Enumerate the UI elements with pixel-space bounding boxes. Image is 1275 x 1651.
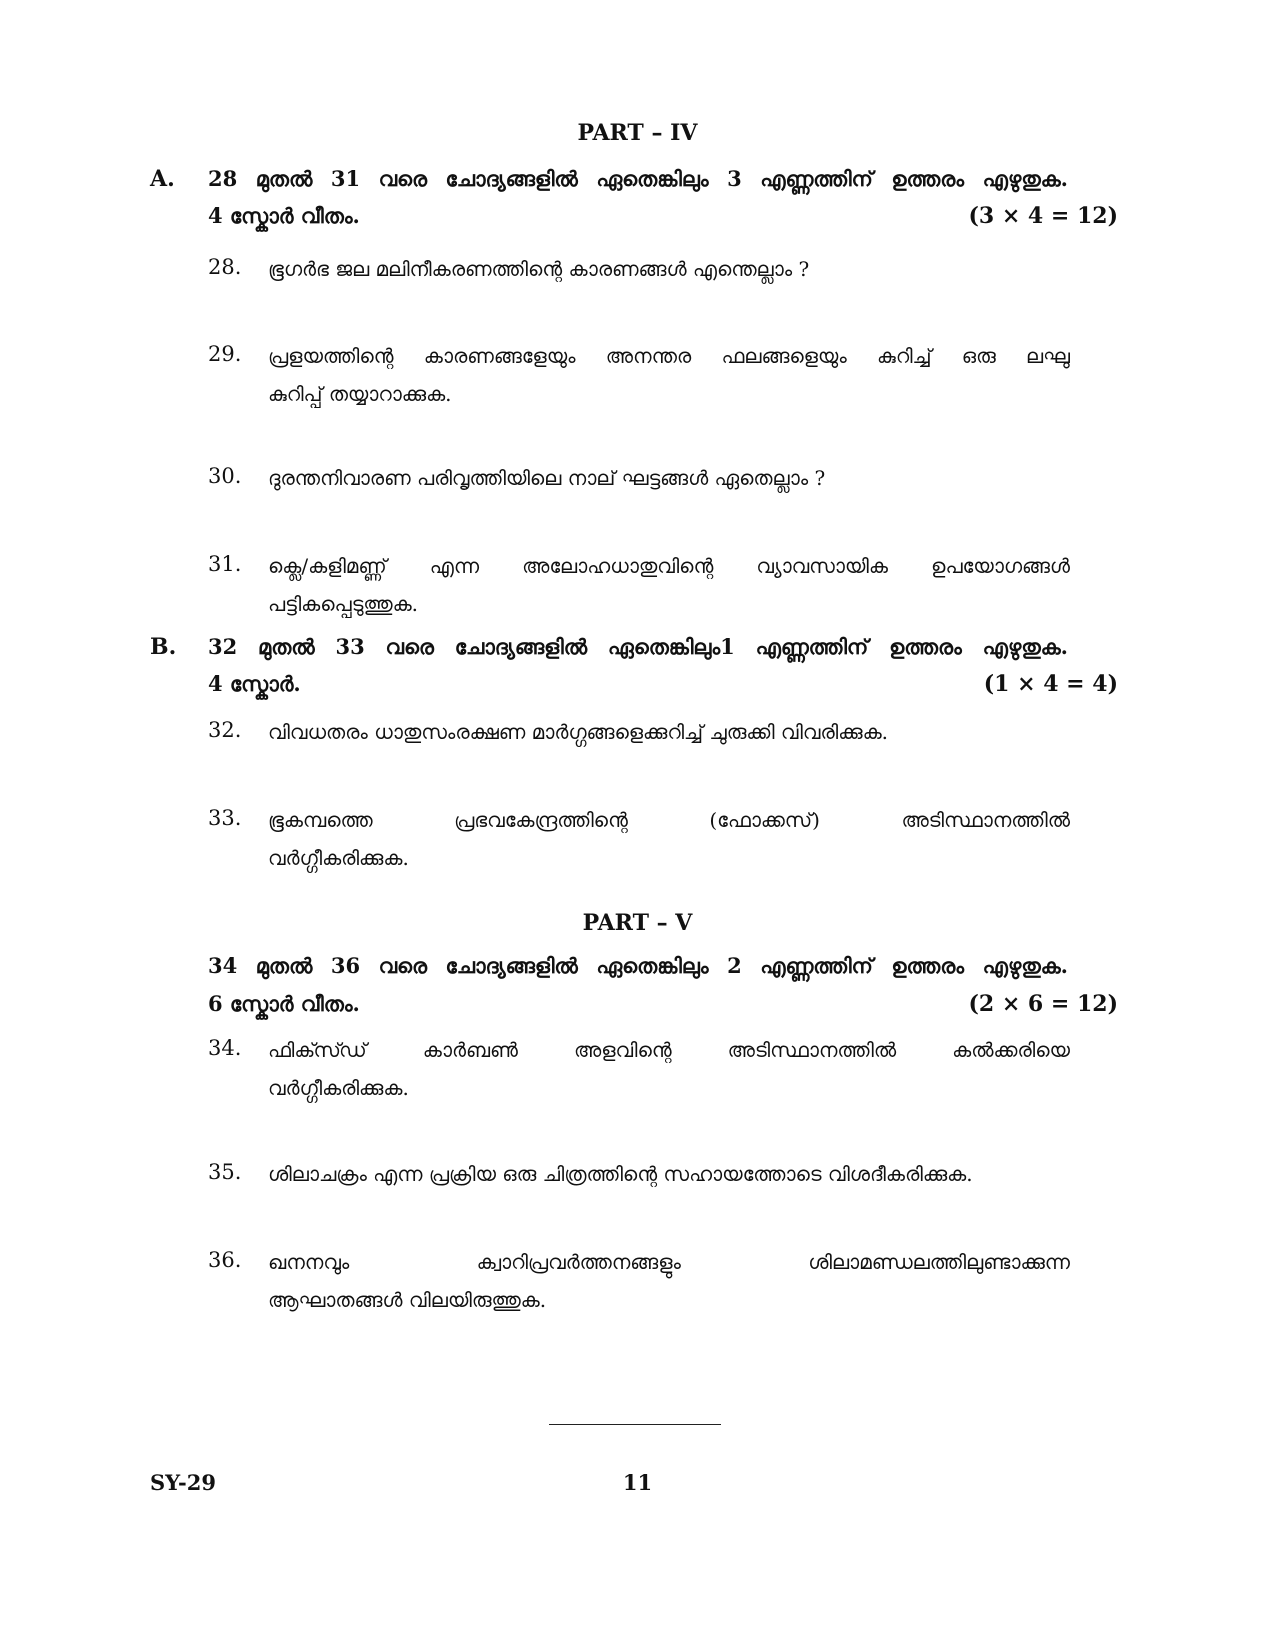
question-line: ദുരന്തനിവാരണ പരിവൃത്തിയിലെ നാല് ഘട്ടങ്ങൾ ഏതെല്ലാം ?: [268, 466, 826, 490]
section-b-instruction: 32 മുതൽ 33 വരെ ചോദ്യങ്ങളിൽ ഏതെങ്കിലും1 എണ്ണത്തിന് ഉത്തരം എഴുതുക.: [208, 634, 1068, 659]
question-line: വർഗ്ഗീകരിക്കുക.: [268, 1076, 409, 1100]
question-number: 33.: [208, 806, 242, 830]
question-number: 36.: [208, 1248, 242, 1272]
question-line: വർഗ്ഗീകരിക്കുക.: [268, 846, 409, 870]
part-iv-heading: PART – IV: [577, 120, 698, 146]
question-line: ഭൂഗർഭ ജല മലിനീകരണത്തിന്റെ കാരണങ്ങൾ എന്തെല്ലാം ?: [268, 257, 810, 281]
question-text: [268, 250, 1070, 288]
question-line: ഫിക്സ്ഡ് കാർബൺ അളവിന്റെ അടിസ്ഥാനത്തിൽ കൽക്കരിയെ: [268, 1038, 1070, 1062]
section-a-instruction: 28 മുതൽ 31 വരെ ചോദ്യങ്ങളിൽ ഏതെങ്കിലും 3 എണ്ണത്തിന് ഉത്തരം എഴുതുക.: [208, 166, 1068, 191]
question-number: 30.: [208, 464, 242, 488]
question-text: [268, 547, 1070, 623]
section-b-score: (1 × 4 = 4): [983, 671, 1118, 697]
question-number: 35.: [208, 1160, 242, 1184]
question-number: 34.: [208, 1036, 242, 1060]
question-text: [268, 1243, 1070, 1319]
paper-code: SY-29: [150, 1470, 216, 1495]
page-number: 11: [622, 1470, 653, 1495]
section-a-marks: 4 സ്കോർ വീതം.: [208, 203, 360, 228]
question-text: [268, 713, 1070, 751]
question-line: പ്രളയത്തിന്റെ കാരണങ്ങളേയും അനന്തര ഫലങ്ങളെയും കുറിച്ച് ഒരു ലഘു: [268, 344, 1070, 368]
question-number: 28.: [208, 255, 242, 279]
section-a-score: (3 × 4 = 12): [968, 203, 1118, 229]
question-line: ഖനനവും ക്വാറിപ്രവർത്തനങ്ങളും ശിലാമണ്ഡലത്തിലുണ്ടാക്കുന്ന: [268, 1250, 1070, 1274]
question-line: ആഘാതങ്ങൾ വിലയിരുത്തുക.: [268, 1288, 547, 1312]
question-line: ശിലാചക്രം എന്ന പ്രക്രിയ ഒരു ചിത്രത്തിന്റെ സഹായത്തോടെ വിശദീകരിക്കുക.: [268, 1162, 973, 1186]
question-line: കുറിപ്പ് തയ്യാറാക്കുക.: [268, 382, 452, 406]
question-line: വിവധതരം ധാതുസംരക്ഷണ മാർഗ്ഗങ്ങളെക്കുറിച്ച് ചുരുക്കി വിവരിക്കുക.: [268, 720, 889, 744]
question-number: 32.: [208, 718, 242, 742]
section-b-label: B.: [150, 634, 177, 660]
question-number: 31.: [208, 552, 242, 576]
question-text: [268, 1155, 1070, 1193]
question-line: പട്ടികപ്പെടുത്തുക.: [268, 592, 419, 616]
part-v-heading: PART – V: [582, 910, 693, 936]
question-text: [268, 459, 1070, 497]
question-line: ക്ലെ/കളിമണ്ണ് എന്ന അലോഹധാതുവിന്റെ വ്യാവസായിക ഉപയോഗങ്ങൾ: [268, 554, 1070, 578]
question-text: [268, 337, 1070, 413]
question-line: ഭൂകമ്പത്തെ പ്രഭവകേന്ദ്രത്തിന്റെ (ഫോക്കസ്) അടിസ്ഥാനത്തിൽ: [268, 808, 1070, 832]
section-a-label: A.: [150, 166, 175, 192]
part-v-instruction: 34 മുതൽ 36 വരെ ചോദ്യങ്ങളിൽ ഏതെങ്കിലും 2 എണ്ണത്തിന് ഉത്തരം എഴുതുക.: [208, 953, 1068, 978]
part-v-marks: 6 സ്കോർ വീതം.: [208, 991, 360, 1016]
section-b-marks: 4 സ്കോർ.: [208, 671, 301, 696]
question-text: [268, 801, 1070, 877]
question-text: [268, 1031, 1070, 1107]
part-v-score: (2 × 6 = 12): [968, 991, 1118, 1017]
question-number: 29.: [208, 342, 242, 366]
end-divider: [549, 1424, 721, 1425]
